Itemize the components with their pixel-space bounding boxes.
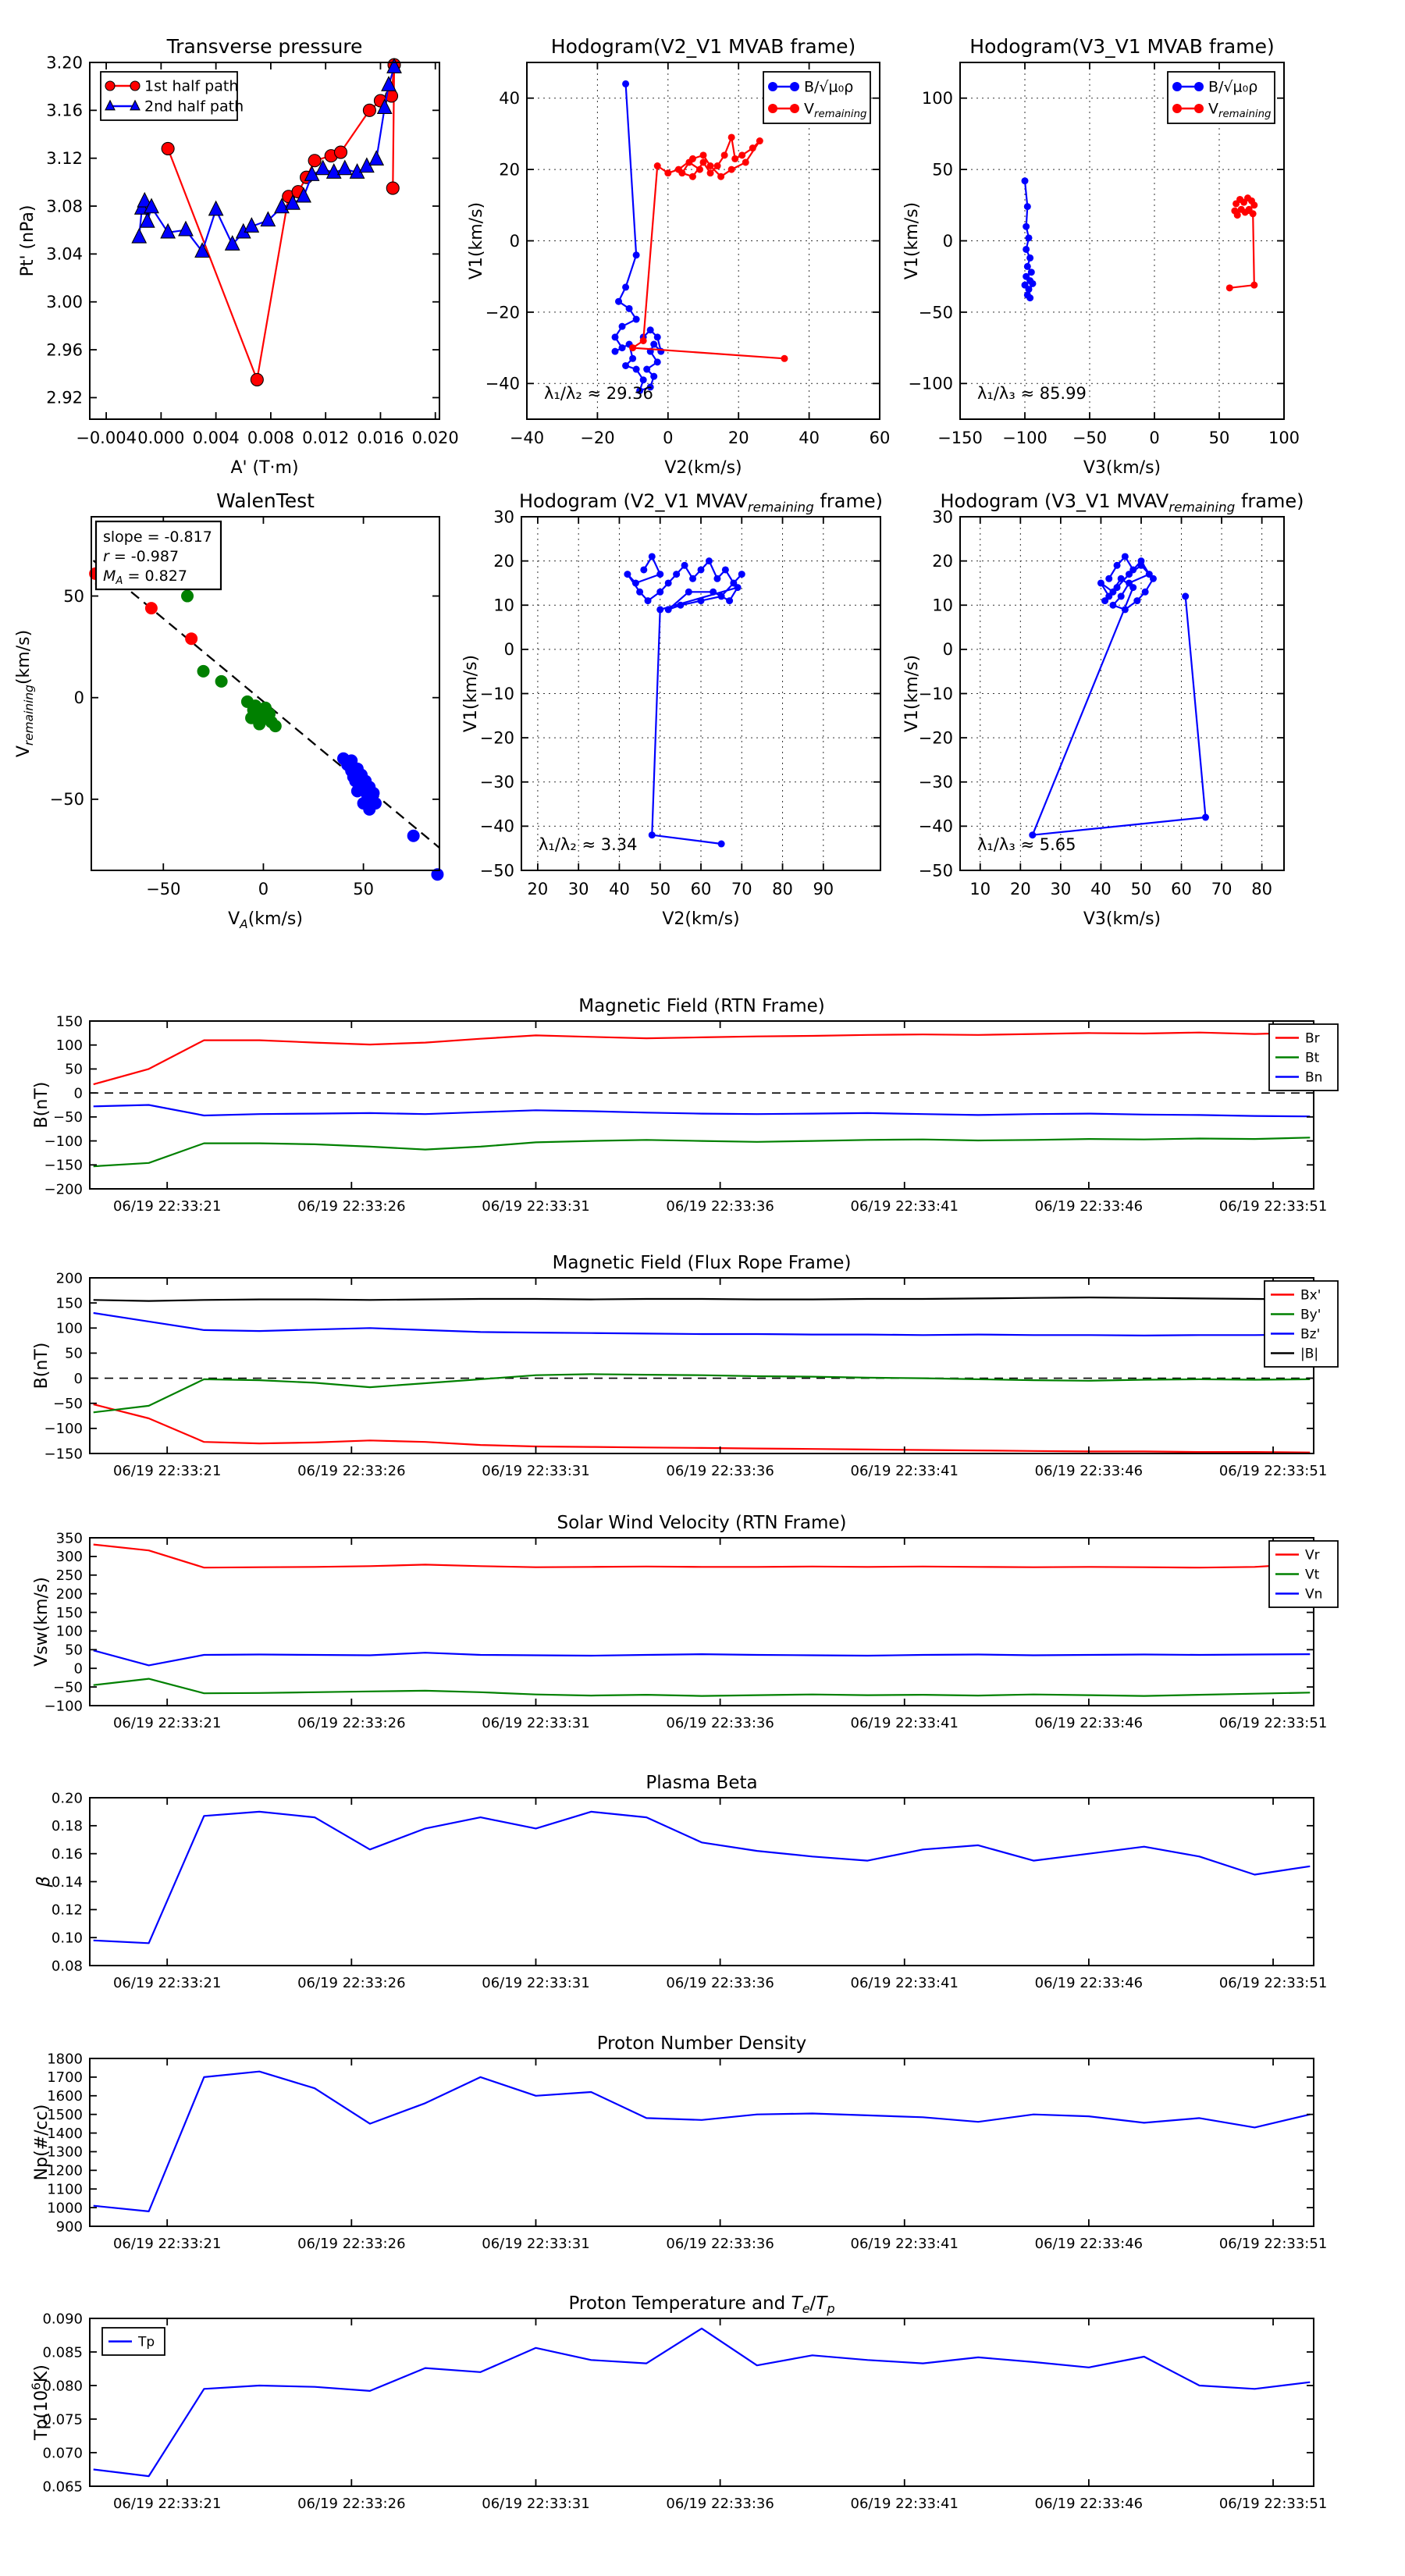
svg-text:Hodogram(V2_V1 MVAB frame): Hodogram(V2_V1 MVAB frame): [550, 35, 856, 58]
svg-text:06/19 22:33:21: 06/19 22:33:21: [112, 2496, 222, 2512]
svg-text:Vremaining(km/s): $V_{remaining}(km/s)$: [14, 629, 36, 758]
svg-text:0.085: 0.085: [42, 2344, 83, 2361]
chart-vsw-rtn: [32, 1513, 1338, 1731]
svg-text:−20: −20: [479, 728, 514, 748]
svg-text:150: 150: [55, 1604, 83, 1621]
svg-text:30: 30: [567, 880, 589, 898]
svg-text:60: 60: [1171, 880, 1192, 898]
svg-text:50: 50: [65, 1642, 83, 1659]
svg-text:06/19 22:33:41: 06/19 22:33:41: [850, 1198, 959, 1215]
svg-text:0.020: 0.020: [411, 429, 459, 447]
svg-text:V1(km/s): V1(km/s): [461, 654, 481, 733]
svg-text:V2(km/s): V2(km/s): [662, 909, 740, 929]
svg-text:06/19 22:33:41: 06/19 22:33:41: [850, 1975, 959, 1991]
chart-hodogram-v2v1-mvav: [461, 490, 883, 929]
svg-text:2.96: 2.96: [46, 340, 83, 360]
svg-text:20: 20: [932, 551, 953, 571]
svg-text:−50: −50: [918, 303, 953, 322]
svg-text:90: 90: [813, 880, 834, 898]
svg-text:−20: −20: [580, 429, 615, 447]
svg-text:−20: −20: [918, 728, 953, 748]
svg-text:06/19 22:33:21: 06/19 22:33:21: [112, 1198, 222, 1215]
svg-text:50: 50: [932, 160, 953, 180]
svg-text:slope = -0.817: slope = -0.817: [103, 528, 212, 546]
svg-text:Bx': Bx': [1300, 1287, 1321, 1304]
svg-text:Vremaining: $V_{remaining}$: [804, 100, 867, 120]
svg-text:−100: −100: [44, 1698, 83, 1715]
svg-text:3.00: 3.00: [46, 293, 83, 312]
svg-text:06/19 22:33:26: 06/19 22:33:26: [297, 1463, 406, 1479]
svg-text:−40: −40: [509, 429, 545, 447]
svg-text:20: 20: [499, 160, 520, 180]
svg-text:β: β: [34, 1876, 54, 1888]
svg-text:0: 0: [258, 880, 269, 898]
svg-text:06/19 22:33:31: 06/19 22:33:31: [482, 2496, 590, 2512]
svg-text:Np(#/cc): Np(#/cc): [32, 2104, 52, 2181]
svg-text:λ₁/λ₃ ≈ 5.65: λ₁/λ₃ ≈ 5.65: [977, 835, 1076, 854]
svg-text:Vsw(km/s): Vsw(km/s): [32, 1577, 52, 1667]
svg-text:1400: 1400: [47, 2125, 83, 2142]
svg-text:70: 70: [731, 880, 752, 898]
svg-text:1600: 1600: [47, 2088, 83, 2105]
svg-text:40: 40: [609, 880, 630, 898]
svg-text:−50: −50: [53, 1109, 83, 1126]
svg-text:300: 300: [55, 1549, 83, 1566]
svg-text:λ₁/λ₃ ≈ 85.99: λ₁/λ₃ ≈ 85.99: [977, 384, 1087, 403]
svg-text:0.008: 0.008: [247, 429, 294, 447]
svg-text:0: 0: [942, 231, 953, 251]
svg-text:A' (T·m): A' (T·m): [230, 458, 299, 478]
svg-text:−50: −50: [53, 1396, 83, 1413]
svg-text:30: 30: [493, 507, 514, 527]
svg-text:40: 40: [499, 89, 520, 109]
svg-text:60: 60: [690, 880, 712, 898]
svg-text:Proton Number Density: Proton Number Density: [596, 2033, 807, 2054]
svg-text:0: 0: [1149, 429, 1160, 447]
svg-text:V1(km/s): V1(km/s): [902, 201, 922, 280]
chart-transverse-pressure: [18, 35, 459, 478]
svg-text:50: 50: [1208, 429, 1230, 447]
svg-text:06/19 22:33:46: 06/19 22:33:46: [1034, 1975, 1144, 1991]
svg-text:06/19 22:33:36: 06/19 22:33:36: [666, 1975, 774, 1991]
svg-text:B(nT): B(nT): [32, 1081, 52, 1129]
svg-text:06/19 22:33:26: 06/19 22:33:26: [297, 1975, 406, 1991]
svg-text:2.92: 2.92: [46, 388, 83, 407]
svg-text:Plasma Beta: Plasma Beta: [646, 1773, 758, 1793]
svg-text:06/19 22:33:46: 06/19 22:33:46: [1034, 1463, 1144, 1479]
svg-text:06/19 22:33:46: 06/19 22:33:46: [1034, 1715, 1144, 1731]
svg-text:40: 40: [1090, 880, 1112, 898]
svg-text:1300: 1300: [47, 2144, 83, 2161]
svg-text:06/19 22:33:31: 06/19 22:33:31: [482, 1198, 590, 1215]
svg-text:06/19 22:33:26: 06/19 22:33:26: [297, 2236, 406, 2252]
chart-proton-density: [32, 2033, 1327, 2252]
svg-text:By': By': [1300, 1307, 1321, 1323]
svg-text:40: 40: [799, 429, 820, 447]
svg-text:Br: Br: [1305, 1030, 1320, 1047]
svg-text:0.10: 0.10: [51, 1930, 83, 1947]
svg-text:3.20: 3.20: [46, 53, 83, 73]
svg-text:06/19 22:33:21: 06/19 22:33:21: [112, 1975, 222, 1991]
svg-text:06/19 22:33:46: 06/19 22:33:46: [1034, 2236, 1144, 2252]
svg-text:1800: 1800: [47, 2051, 83, 2068]
svg-text:0.16: 0.16: [51, 1845, 83, 1863]
svg-text:80: 80: [1251, 880, 1273, 898]
svg-text:−50: −50: [918, 861, 953, 881]
svg-text:0.080: 0.080: [42, 2378, 83, 2395]
svg-text:06/19 22:33:31: 06/19 22:33:31: [482, 1975, 590, 1991]
svg-text:MA = 0.827: $M_A = 0.827$: [103, 568, 187, 588]
svg-text:Hodogram (V3_V1 MVAVremaining: Hodogram (V3_V1 $MVAV_{remaining}$ frame): [940, 490, 1304, 515]
svg-text:Bt: Bt: [1305, 1050, 1320, 1066]
svg-text:06/19 22:33:26: 06/19 22:33:26: [297, 2496, 406, 2512]
svg-text:0: 0: [73, 1085, 83, 1102]
svg-text:20: 20: [727, 429, 749, 447]
svg-text:10: 10: [493, 596, 514, 615]
svg-text:06/19 22:33:36: 06/19 22:33:36: [666, 2236, 774, 2252]
svg-text:0.20: 0.20: [51, 1790, 83, 1807]
svg-text:50: 50: [649, 880, 671, 898]
svg-text:250: 250: [55, 1567, 83, 1585]
svg-text:0.070: 0.070: [42, 2445, 83, 2462]
svg-text:0: 0: [509, 231, 520, 251]
svg-text:50: 50: [353, 880, 374, 898]
svg-text:20: 20: [527, 880, 549, 898]
svg-text:r = -0.987: r = -0.987: [103, 548, 180, 565]
svg-text:0.065: 0.065: [42, 2478, 83, 2496]
svg-text:−100: −100: [44, 1421, 83, 1438]
svg-text:100: 100: [55, 1623, 83, 1640]
svg-text:−50: −50: [53, 1679, 83, 1696]
svg-text:−100: −100: [1002, 429, 1048, 447]
svg-text:70: 70: [1211, 880, 1232, 898]
svg-text:Transverse pressure: Transverse pressure: [166, 35, 363, 58]
svg-text:Proton Temperature and Te/Tp: Proton Temperature and $T_e/T_p$: [568, 2293, 835, 2317]
svg-text:3.12: 3.12: [46, 149, 83, 169]
svg-text:−50: −50: [146, 880, 181, 898]
svg-text:100: 100: [55, 1320, 83, 1337]
svg-text:0: 0: [503, 640, 514, 660]
svg-text:06/19 22:33:36: 06/19 22:33:36: [666, 1463, 774, 1479]
svg-text:Pt' (nPa): Pt' (nPa): [18, 205, 37, 277]
svg-text:0.14: 0.14: [51, 1873, 83, 1891]
svg-text:−10: −10: [918, 684, 953, 703]
svg-text:−150: −150: [44, 1157, 83, 1174]
svg-text:−150: −150: [44, 1446, 83, 1463]
svg-text:−50: −50: [49, 790, 84, 809]
svg-text:0.08: 0.08: [51, 1958, 83, 1975]
svg-text:30: 30: [932, 507, 953, 527]
svg-text:1500: 1500: [47, 2106, 83, 2123]
svg-text:Bn: Bn: [1305, 1069, 1323, 1086]
svg-text:20: 20: [1009, 880, 1031, 898]
svg-text:V1(km/s): V1(km/s): [467, 201, 486, 280]
svg-text:VA(km/s): $V_A(km/s)$: [228, 909, 303, 931]
svg-text:06/19 22:33:21: 06/19 22:33:21: [112, 1463, 222, 1479]
svg-text:50: 50: [65, 1061, 83, 1078]
svg-text:0: 0: [73, 1660, 83, 1678]
svg-text:50: 50: [65, 1345, 83, 1362]
svg-text:06/19 22:33:21: 06/19 22:33:21: [112, 2236, 222, 2252]
chart-b-rtn: [32, 996, 1338, 1215]
svg-text:06/19 22:33:36: 06/19 22:33:36: [666, 2496, 774, 2512]
svg-text:Bz': Bz': [1300, 1326, 1321, 1343]
svg-text:−0.004: −0.004: [76, 429, 137, 447]
svg-text:50: 50: [1130, 880, 1152, 898]
svg-text:100: 100: [1268, 429, 1300, 447]
svg-text:0.090: 0.090: [42, 2311, 83, 2328]
svg-text:Hodogram (V2_V1 MVAVremaining: Hodogram (V2_V1 $MVAV_{remaining}$ frame): [518, 490, 884, 515]
svg-text:150: 150: [55, 1295, 83, 1312]
svg-text:06/19 22:33:41: 06/19 22:33:41: [850, 2236, 959, 2252]
svg-text:06/19 22:33:51: 06/19 22:33:51: [1218, 1198, 1328, 1215]
svg-text:Solar Wind Velocity (RTN Frame: Solar Wind Velocity (RTN Frame): [557, 1513, 847, 1533]
chart-hodogram-v3v1-mvav: [902, 490, 1304, 929]
svg-text:WalenTest: WalenTest: [216, 489, 315, 512]
svg-text:06/19 22:33:46: 06/19 22:33:46: [1034, 2496, 1144, 2512]
svg-text:V3(km/s): V3(km/s): [1083, 458, 1161, 478]
svg-text:−40: −40: [479, 817, 514, 836]
svg-text:λ₁/λ₂ ≈ 3.34: λ₁/λ₂ ≈ 3.34: [539, 835, 638, 854]
svg-text:−200: −200: [44, 1181, 83, 1198]
svg-text:900: 900: [55, 2218, 83, 2236]
svg-text:Tp: Tp: [138, 2334, 155, 2350]
svg-text:V3(km/s): V3(km/s): [1083, 909, 1161, 929]
svg-text:Tp(106K): $Tp(10^6K)$: [29, 2364, 52, 2440]
svg-text:−20: −20: [485, 303, 520, 322]
svg-text:V1(km/s): V1(km/s): [902, 654, 922, 733]
svg-text:06/19 22:33:51: 06/19 22:33:51: [1218, 2496, 1328, 2512]
svg-text:−30: −30: [479, 773, 514, 792]
svg-text:0.000: 0.000: [137, 429, 185, 447]
svg-text:200: 200: [55, 1585, 83, 1603]
svg-text:20: 20: [493, 551, 514, 571]
svg-text:1st half path: 1st half path: [144, 77, 239, 95]
chart-proton-temperature: [30, 2293, 1328, 2512]
svg-text:10: 10: [932, 596, 953, 615]
svg-text:06/19 22:33:51: 06/19 22:33:51: [1218, 2236, 1328, 2252]
svg-text:06/19 22:33:36: 06/19 22:33:36: [666, 1715, 774, 1731]
svg-text:80: 80: [772, 880, 793, 898]
svg-text:0: 0: [942, 640, 953, 660]
svg-text:−100: −100: [908, 374, 953, 393]
svg-text:−50: −50: [1072, 429, 1108, 447]
svg-text:200: 200: [55, 1270, 83, 1287]
svg-text:06/19 22:33:31: 06/19 22:33:31: [482, 1463, 590, 1479]
svg-text:06/19 22:33:26: 06/19 22:33:26: [297, 1715, 406, 1731]
svg-text:−50: −50: [479, 861, 514, 881]
svg-text:1100: 1100: [47, 2181, 83, 2198]
svg-text:150: 150: [55, 1013, 83, 1030]
svg-text:1200: 1200: [47, 2162, 83, 2179]
svg-text:Magnetic Field (Flux Rope Fram: Magnetic Field (Flux Rope Frame): [552, 1253, 852, 1273]
svg-text:V2(km/s): V2(km/s): [664, 458, 742, 478]
svg-text:0.075: 0.075: [42, 2411, 83, 2428]
svg-text:|B|: |B|: [1300, 1346, 1319, 1362]
svg-text:Vt: Vt: [1305, 1567, 1320, 1583]
svg-text:0: 0: [663, 429, 674, 447]
svg-text:06/19 22:33:41: 06/19 22:33:41: [850, 2496, 959, 2512]
chart-b-flux-rope: [32, 1253, 1338, 1479]
svg-text:−10: −10: [479, 684, 514, 703]
svg-text:B/√μ₀ρ: B/√μ₀ρ: [1208, 78, 1258, 96]
svg-text:100: 100: [921, 89, 953, 109]
svg-text:Vn: Vn: [1305, 1586, 1323, 1603]
svg-text:06/19 22:33:31: 06/19 22:33:31: [482, 1715, 590, 1731]
svg-text:06/19 22:33:46: 06/19 22:33:46: [1034, 1198, 1144, 1215]
svg-text:−30: −30: [918, 773, 953, 792]
svg-text:0: 0: [73, 1370, 83, 1387]
svg-text:06/19 22:33:51: 06/19 22:33:51: [1218, 1715, 1328, 1731]
svg-text:0.18: 0.18: [51, 1818, 83, 1835]
svg-text:06/19 22:33:31: 06/19 22:33:31: [482, 2236, 590, 2252]
chart-hodogram-v2v1-mvab: [467, 35, 890, 478]
svg-text:Vremaining: $V_{remaining}$: [1208, 100, 1272, 120]
svg-text:0.004: 0.004: [192, 429, 240, 447]
svg-text:λ₁/λ₂ ≈ 29.36: λ₁/λ₂ ≈ 29.36: [544, 384, 653, 403]
svg-text:B(nT): B(nT): [32, 1342, 52, 1389]
svg-text:0.012: 0.012: [302, 429, 350, 447]
svg-text:−40: −40: [485, 374, 520, 393]
svg-text:06/19 22:33:41: 06/19 22:33:41: [850, 1463, 959, 1479]
svg-text:−150: −150: [937, 429, 983, 447]
svg-text:100: 100: [55, 1037, 83, 1055]
svg-text:06/19 22:33:51: 06/19 22:33:51: [1218, 1463, 1328, 1479]
svg-text:3.04: 3.04: [46, 244, 83, 264]
svg-text:0: 0: [73, 688, 84, 708]
svg-text:0.12: 0.12: [51, 1902, 83, 1919]
svg-text:350: 350: [55, 1530, 83, 1547]
chart-walen-test: [14, 489, 443, 931]
svg-text:50: 50: [63, 586, 84, 606]
svg-text:06/19 22:33:26: 06/19 22:33:26: [297, 1198, 406, 1215]
svg-text:06/19 22:33:21: 06/19 22:33:21: [112, 1715, 222, 1731]
svg-text:B/√μ₀ρ: B/√μ₀ρ: [804, 78, 854, 96]
svg-text:30: 30: [1050, 880, 1072, 898]
svg-text:06/19 22:33:41: 06/19 22:33:41: [850, 1715, 959, 1731]
chart-plasma-beta: [34, 1773, 1327, 1991]
chart-hodogram-v3v1-mvab: [902, 35, 1300, 478]
svg-text:1700: 1700: [47, 2069, 83, 2087]
svg-text:3.08: 3.08: [46, 197, 83, 216]
svg-text:60: 60: [869, 429, 891, 447]
svg-text:2nd half path: 2nd half path: [144, 98, 244, 116]
svg-text:1000: 1000: [47, 2200, 83, 2217]
svg-text:06/19 22:33:36: 06/19 22:33:36: [666, 1198, 774, 1215]
svg-text:−100: −100: [44, 1133, 83, 1150]
svg-text:10: 10: [969, 880, 991, 898]
svg-text:Hodogram(V3_V1 MVAB frame): Hodogram(V3_V1 MVAB frame): [969, 35, 1275, 58]
svg-text:Magnetic Field (RTN Frame): Magnetic Field (RTN Frame): [578, 996, 825, 1016]
svg-text:0.016: 0.016: [357, 429, 404, 447]
svg-text:Vr: Vr: [1305, 1547, 1320, 1564]
svg-text:3.16: 3.16: [46, 101, 83, 120]
svg-text:−40: −40: [918, 817, 953, 836]
svg-text:06/19 22:33:51: 06/19 22:33:51: [1218, 1975, 1328, 1991]
